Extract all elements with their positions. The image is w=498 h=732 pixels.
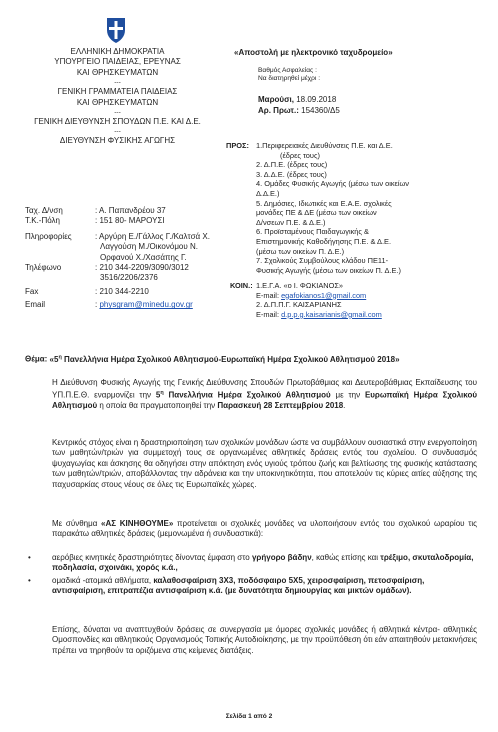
paragraph-slogan: Με σύνθημα «ΑΣ ΚΙΝΗΘΟΥΜΕ» προτείνεται οι σχολικές μονάδες να υλοποιήσουν εντός του σχολικού ωραρίου τις παρακάτω αθλητικές δράσεις (μεμονωμένα ή συνδυαστικά): <box>52 519 478 539</box>
cc-line: 1.Ε.Γ.Α. «ο Ι. ΦΩΚΙΑΝΟΣ» <box>256 281 344 290</box>
ministry-header <box>20 47 215 147</box>
to-line: 5. Δημόσιες, Ιδιωτικές και Ε.Α.Ε. σχολικές <box>256 198 392 208</box>
postal-row <box>25 216 235 226</box>
phone-line: 3516/2206/2376 <box>100 273 158 283</box>
cc-list <box>256 281 481 319</box>
place-date <box>258 95 336 105</box>
greek-coat-of-arms-icon <box>104 16 128 44</box>
address-label: Ταχ. Δ/νση <box>25 206 63 215</box>
paragraph-goal: Κεντρικός στόχος είναι η δραστηριοποίηση των σχολικών μονάδων ώστε να συμβάλλουν ουσιαστικά στην ενεργοποίηση των μαθητών/τριών για συμμετοχή τους σε οργανωμένες αθλητικές δράσεις εντός του σχολείου. Ο συνδυασμός ψυχαγωγίας και άσκησης θα οδηγήσει στην απόκτηση ενός υγιούς τρόπου ζωής και βελτίωσης της φυσικής κατάστασης των μαθητών/τριών, απoβάλλοντας την αδράνεια και την υποκινητικότητα, που αποτελούν τις κύριες αιτίες αύξησης της παχυσαρκίας στους νέους σε όλες τις Ευρωπαϊκές χώρες. <box>52 438 477 489</box>
secretariat-line: ΓΕΝΙΚΗ ΓΡΑΜΜΑΤΕΙΑ ΠΑΙΔΕΙΑΣ <box>57 87 178 97</box>
directorate-general: ΓΕΝΙΚΗ ΔΙΕΥΘΥΝΣΗ ΣΠΟΥΔΩΝ Π.Ε. ΚΑΙ Δ.Ε. <box>34 117 201 127</box>
cc-email-link[interactable]: d.p.p.g.kaisarianis@gmail.com <box>281 309 382 319</box>
address-row <box>25 206 235 216</box>
place-date-value: 18.09.2018 <box>296 95 337 104</box>
bullet-team-sports: ομαδικά -ατομικά αθλήματα, καλαθοσφαίριση 3Χ3, ποδόσφαιρο 5Χ5, χειροσφαίριση, πετοσφαίριση, αντισφαίριση, επιτραπέζια αντισφαίριση κ.ά. (με δυνατότητα δημιουργίας και μικτών ομάδων). <box>52 576 425 596</box>
subject-label: Θέμα: <box>25 354 48 364</box>
email-link[interactable]: physgram@minedu.gov.gr <box>99 300 193 310</box>
to-line: Δ/νσεων Π.Ε. & Δ.Ε.) <box>256 217 326 227</box>
to-label: ΠΡΟΣ: <box>226 141 249 150</box>
fax-label: Fax <box>25 286 39 296</box>
place-date-label: Μαρούσι, <box>258 95 294 104</box>
email-row <box>25 300 235 310</box>
to-line: Φυσικής Αγωγής (μέσω των οικείων Π. Δ.Ε.) <box>256 265 401 275</box>
cc-line: 2. Δ.Π.Π.Γ. ΚΑΙΣΑΡΙΑΝΗΣ <box>256 300 342 310</box>
to-line: μονάδες ΠΕ & ΔΕ (μέσω των οικείων <box>256 208 377 218</box>
cc-email-label: E-mail: <box>256 309 279 319</box>
info-line: : Αργύρη Ε./Γάλλος Γ./Καλτσά Χ. <box>95 231 210 241</box>
separator: --- <box>114 109 121 117</box>
phone-label: Τηλέφωνο <box>25 263 62 273</box>
bullet-marker: • <box>28 576 31 585</box>
info-line: Ορφανού Χ./Χασάπης Γ. <box>100 252 187 262</box>
subject-text: «$5^\eta$ Πανελλήνια Ημέρα Σχολικού Αθλητισμού-Ευρωπαϊκή Ημέρα Σχολικού Αθλητισμού 2018» <box>49 354 400 364</box>
to-line: 4. Ομάδες Φυσικής Αγωγής (μέσω των οικείων <box>256 179 409 189</box>
protocol-value: 154360/Δ5 <box>301 106 340 115</box>
to-line: 6. Προϊσταμένους Παιδαγωγικής & <box>256 227 369 237</box>
secretariat-line: ΚΑΙ ΘΡΗΣΚΕΥΜΑΤΩΝ <box>76 97 159 107</box>
cc-email-row <box>256 291 481 301</box>
postal-value: : 151 80- ΜΑΡΟΥΣΙ <box>95 216 165 226</box>
contact-block <box>25 206 235 311</box>
paragraph-intro: Η Διεύθυνση Φυσικής Αγωγής της Γενικής Διεύθυνσης Σπουδών Πρωτοβάθμιας και Δευτεροβάθμιας Εκπαίδευσης του ΥΠ.Π.Ε.Θ. εναρμονίζει την $5^\eta$ Πανελλήνια Ημέρα Σχολικού Αθλητισμού με την Ευρωπαϊκή Ημέρα Σχολικού Αθλητισμού η οποία θα πραγματοποιηθεί την Παρασκευή 28 Σεπτεμβρίου 2018. <box>52 378 478 411</box>
cc-email-label: E-mail: <box>256 290 279 300</box>
cc-email-link[interactable]: egafokianos1@gmail.com <box>281 290 367 300</box>
to-line: Δ.Δ.Ε.) <box>256 188 280 198</box>
bullet-marker: • <box>28 553 31 562</box>
to-line: 3. Δ.Δ.Ε. (έδρες τους) <box>256 169 327 179</box>
subject <box>25 352 485 365</box>
fax-row <box>25 287 235 297</box>
email-note: «Αποστολή με ηλεκτρονικό ταχυδρομείο» <box>234 48 393 57</box>
separator: --- <box>114 128 121 136</box>
postal-label: Τ.Κ.-Πόλη <box>25 216 60 226</box>
ministry-line: ΥΠΟΥΡΓΕΙΟ ΠΑΙΔΕΙΑΣ, ΕΡΕΥΝΑΣ <box>54 57 181 67</box>
retention-label: Να διατηρηθεί μέχρι : <box>258 75 321 82</box>
to-list <box>256 141 481 275</box>
phone-line: : 210 344-2209/3090/3012 <box>95 263 189 273</box>
ministry-line: ΕΛΛΗΝΙΚΗ ΔΗΜΟΚΡΑΤΙΑ <box>70 47 165 56</box>
info-row <box>25 232 235 263</box>
page-number: Σελίδα 1 από 2 <box>225 713 273 720</box>
protocol-number <box>258 106 340 116</box>
security-label: Βαθμός Ασφαλείας : <box>258 67 317 74</box>
fax-value: : 210 344-2210 <box>95 286 149 296</box>
to-line: 7. Σχολικούς Συμβούλους κλάδου ΠΕ11- <box>256 256 389 266</box>
bullet-aerobic: αερόβιες κινητικές δραστηριότητες δίνοντας έμφαση στο γρήγορο βάδην, καθώς επίσης και τρέξιμο, σκυταλοδρομία, ποδηλασία, σχοινάκι, χορός κ.ά., <box>52 553 474 573</box>
to-line: (μέσω των οικείων Π. Δ.Ε.) <box>256 246 345 256</box>
address-value: : Α. Παπανδρέου 37 <box>95 206 166 215</box>
cc-label: ΚΟΙΝ.: <box>230 281 253 290</box>
to-line: 1.Περιφερειακές Διευθύνσεις Π.Ε. και Δ.Ε. <box>256 141 393 150</box>
to-line: Επιστημονικής Καθοδήγησης Π.Ε. & Δ.Ε. <box>256 236 392 246</box>
protocol-label: Αρ. Πρωτ.: <box>258 106 299 115</box>
email-prefix: : <box>95 300 100 310</box>
info-line: Λαγγούση Μ./Οικονόμου Ν. <box>100 242 198 252</box>
ministry-line: ΚΑΙ ΘΡΗΣΚΕΥΜΑΤΩΝ <box>76 67 159 77</box>
phone-row <box>25 263 235 284</box>
to-line: 2. Δ.Π.Ε. (έδρες τους) <box>256 160 328 170</box>
info-label: Πληροφορίες <box>25 231 72 241</box>
directorate: ΔΙΕΥΘΥΝΣΗ ΦΥΣΙΚΗΣ ΑΓΩΓΗΣ <box>59 136 176 146</box>
separator: --- <box>114 79 121 87</box>
paragraph-cooperation: Επίσης, δύναται να αναπτυχθούν δράσεις σε συνεργασία με όμορες σχολικές μονάδες ή αθλητικά κέντρα- αθλητικές Ομοσπονδίες και αθλητικούς Οργανισμούς Τοπικής Αυτοδιοίκησης, με την προϋπόθεση ότι εάν απαιτηθούν μετακινήσεις πρέπει να τηρηθούν τα οριζόμενα στις κείμενες διατάξεις. <box>52 625 477 655</box>
to-line: (έδρες τους) <box>280 150 320 160</box>
email-label: Email <box>25 300 46 310</box>
cc-email-row <box>256 310 481 320</box>
